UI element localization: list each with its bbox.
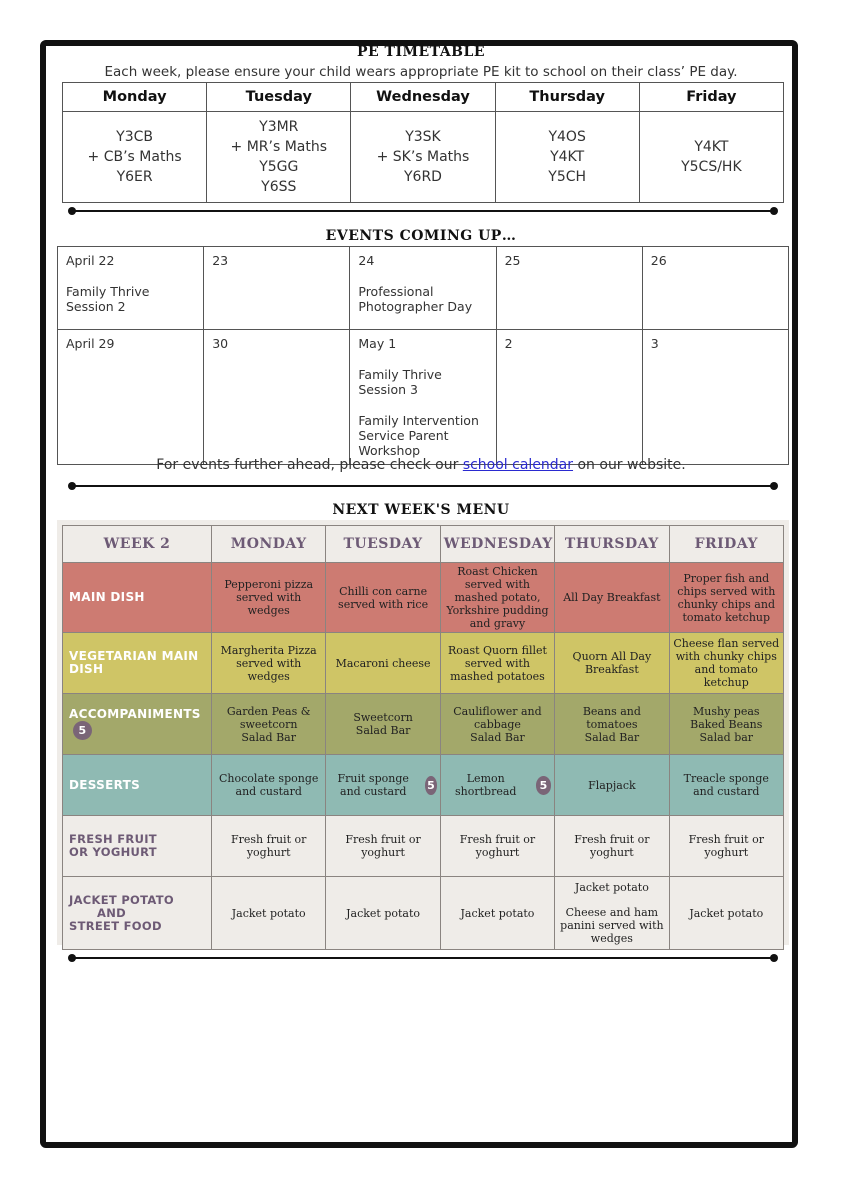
pe-class: + MR’s Maths: [230, 139, 328, 155]
menu-cell: Fresh fruit or yoghurt: [212, 816, 326, 877]
event-day-cell: [642, 330, 788, 465]
menu-cell: [555, 877, 669, 950]
pe-classes-wednesday: [351, 112, 495, 203]
event-date: 25: [504, 253, 521, 268]
menu-line: Beans and tomatoes: [582, 704, 641, 731]
menu-cell: Pepperoni pizza served with wedges: [212, 563, 326, 633]
menu-cell: Roast Chicken served with mashed potato, Yorkshire pudding and gravy: [440, 563, 554, 633]
menu-title: NEXT WEEK'S MENU: [332, 502, 510, 518]
menu-row-label: DESSERTS: [63, 755, 212, 816]
five-a-day-icon: 5: [73, 721, 92, 740]
school-calendar-link[interactable]: school calendar: [462, 457, 574, 473]
event-date: April 29: [66, 336, 115, 351]
menu-cell: [669, 694, 783, 755]
pe-class: Y6ER: [116, 169, 153, 185]
pe-classes-tuesday: [207, 112, 351, 203]
pe-table: [62, 82, 784, 203]
pe-class: Y4KT: [550, 149, 585, 165]
menu-cell: Jacket potato: [326, 877, 440, 950]
menu-cell: [555, 694, 669, 755]
events-title: EVENTS COMING UP…: [325, 228, 517, 244]
pe-day-header: Friday: [639, 83, 783, 112]
pe-class: Y4KT: [694, 139, 729, 155]
pe-class: + CB’s Maths: [87, 149, 182, 165]
menu-cell: Fresh fruit or yoghurt: [326, 816, 440, 877]
menu-day-header: THURSDAY: [555, 526, 669, 563]
event-item: Professional Photographer Day: [358, 284, 473, 314]
menu-cell: Jacket potato: [440, 877, 554, 950]
menu-line: Garden Peas &: [226, 704, 311, 718]
menu-line: Baked Beans: [690, 717, 763, 731]
menu-cell: Roast Quorn fillet served with mashed potatoes: [440, 633, 554, 694]
menu-row-label-text: FRESH FRUIT: [69, 832, 157, 846]
pe-classes-friday: [639, 112, 783, 203]
menu-line: Cauliflower and: [453, 704, 542, 718]
events-note: [0, 457, 842, 473]
menu-day-header: FRIDAY: [669, 526, 783, 563]
pe-class: + SK’s Maths: [376, 149, 470, 165]
event-item: Family Intervention Service Parent Workshop: [358, 413, 479, 458]
menu-cell: Proper fish and chips served with chunky chips and tomato ketchup: [669, 563, 783, 633]
menu-line: Lemon shortbread: [455, 772, 517, 798]
menu-line: Salad bar: [699, 730, 754, 744]
event-date: 3: [650, 336, 659, 351]
menu-line: Salad Bar: [584, 730, 640, 744]
menu-cell: Fresh fruit or yoghurt: [440, 816, 554, 877]
events-note-text: For events further ahead, please check our: [156, 457, 459, 473]
menu-cell: Cheese flan served with chunky chips and tomato ketchup: [669, 633, 783, 694]
event-day-cell: [642, 247, 788, 330]
pe-timetable-title: PE TIMETABLE: [356, 44, 486, 60]
menu-line: Salad Bar: [241, 730, 296, 744]
menu-row-label: [63, 816, 212, 877]
menu-row-label-text: AND: [97, 905, 126, 920]
menu-line: Salad Bar: [470, 730, 525, 744]
menu-line: Cheese and ham panini served with wedges: [560, 906, 664, 945]
menu-row-label: MAIN DISH: [63, 563, 212, 633]
menu-row-label: VEGETARIAN MAIN DISH: [63, 633, 212, 694]
menu-cell: Quorn All Day Breakfast: [555, 633, 669, 694]
pe-class: Y6SS: [261, 179, 297, 195]
pe-classes-monday: [63, 112, 207, 203]
event-date: April 22: [66, 253, 115, 268]
menu-panel: [57, 520, 789, 945]
menu-cell: All Day Breakfast: [555, 563, 669, 633]
menu-row-label-text: STREET FOOD: [69, 918, 162, 933]
menu-line: Sweetcorn: [353, 711, 413, 724]
menu-cell: Treacle sponge and custard: [669, 755, 783, 816]
event-date: 24: [358, 253, 375, 268]
menu-cell: Fresh fruit or yoghurt: [555, 816, 669, 877]
menu-line: Salad Bar: [355, 724, 411, 737]
event-day-cell: [350, 330, 496, 465]
menu-table: [62, 525, 784, 950]
pe-class: Y5CS/HK: [681, 159, 742, 175]
section-divider: [72, 485, 774, 487]
pe-class: Y3MR: [259, 119, 299, 135]
pe-class: Y3CB: [116, 129, 154, 145]
menu-cell: Fresh fruit or yoghurt: [669, 816, 783, 877]
pe-class: Y6RD: [403, 169, 442, 185]
menu-cell: [440, 755, 554, 816]
menu-row-label: [63, 877, 212, 950]
event-item: Family Thrive Session 2: [66, 284, 150, 314]
event-date: 2: [504, 336, 513, 351]
menu-row-label-text: OR YOGHURT: [69, 845, 157, 859]
event-date: May 1: [358, 336, 397, 351]
menu-line: Mushy peas: [693, 704, 760, 718]
menu-line: cabbage: [474, 717, 521, 731]
pe-day-header: Thursday: [495, 83, 639, 112]
menu-cell: [326, 755, 440, 816]
pe-day-header: Monday: [63, 83, 207, 112]
event-date: 23: [212, 253, 229, 268]
section-divider: [72, 957, 774, 959]
menu-line: sweetcorn: [239, 717, 298, 731]
menu-line: Jacket potato: [574, 881, 649, 894]
menu-week-label: WEEK 2: [63, 526, 212, 563]
event-day-cell: [204, 247, 350, 330]
menu-cell: [440, 694, 554, 755]
section-divider: [72, 210, 774, 212]
event-item: Family Thrive Session 3: [358, 367, 442, 397]
menu-day-header: WEDNESDAY: [440, 526, 554, 563]
five-a-day-icon: 5: [425, 776, 437, 795]
event-day-cell: [350, 247, 496, 330]
event-day-cell: [496, 330, 642, 465]
menu-row-label-text: ACCOMPANIMENTS: [69, 707, 201, 721]
events-calendar: [57, 246, 789, 465]
menu-cell: Chocolate sponge and custard: [212, 755, 326, 816]
pe-class: Y3SK: [405, 129, 441, 145]
pe-intro: Each week, please ensure your child wears appropriate PE kit to school on their class’ PE day.: [104, 64, 738, 80]
pe-class: Y5GG: [259, 159, 299, 175]
menu-cell: Chilli con carne served with rice: [326, 563, 440, 633]
menu-cell: Jacket potato: [669, 877, 783, 950]
five-a-day-icon: 5: [536, 776, 552, 795]
pe-classes-thursday: [495, 112, 639, 203]
pe-day-header: Wednesday: [351, 83, 495, 112]
event-day-cell: [496, 247, 642, 330]
events-note-text: on our website.: [577, 457, 686, 473]
menu-cell: Jacket potato: [212, 877, 326, 950]
pe-day-header: Tuesday: [207, 83, 351, 112]
pe-class: Y5CH: [548, 169, 587, 185]
event-day-cell: [204, 330, 350, 465]
menu-line: Fruit sponge and custard: [337, 772, 409, 798]
pe-class: Y4OS: [548, 129, 586, 145]
event-day-cell: [58, 330, 204, 465]
menu-cell: Flapjack: [555, 755, 669, 816]
menu-row-label-text: JACKET POTATO: [69, 892, 174, 907]
menu-cell: [212, 694, 326, 755]
menu-cell: Margherita Pizza served with wedges: [212, 633, 326, 694]
menu-cell: [326, 694, 440, 755]
event-day-cell: [58, 247, 204, 330]
menu-row-label: [63, 694, 212, 755]
event-date: 30: [212, 336, 229, 351]
menu-cell: Macaroni cheese: [326, 633, 440, 694]
event-date: 26: [650, 253, 667, 268]
menu-day-header: MONDAY: [212, 526, 326, 563]
menu-day-header: TUESDAY: [326, 526, 440, 563]
